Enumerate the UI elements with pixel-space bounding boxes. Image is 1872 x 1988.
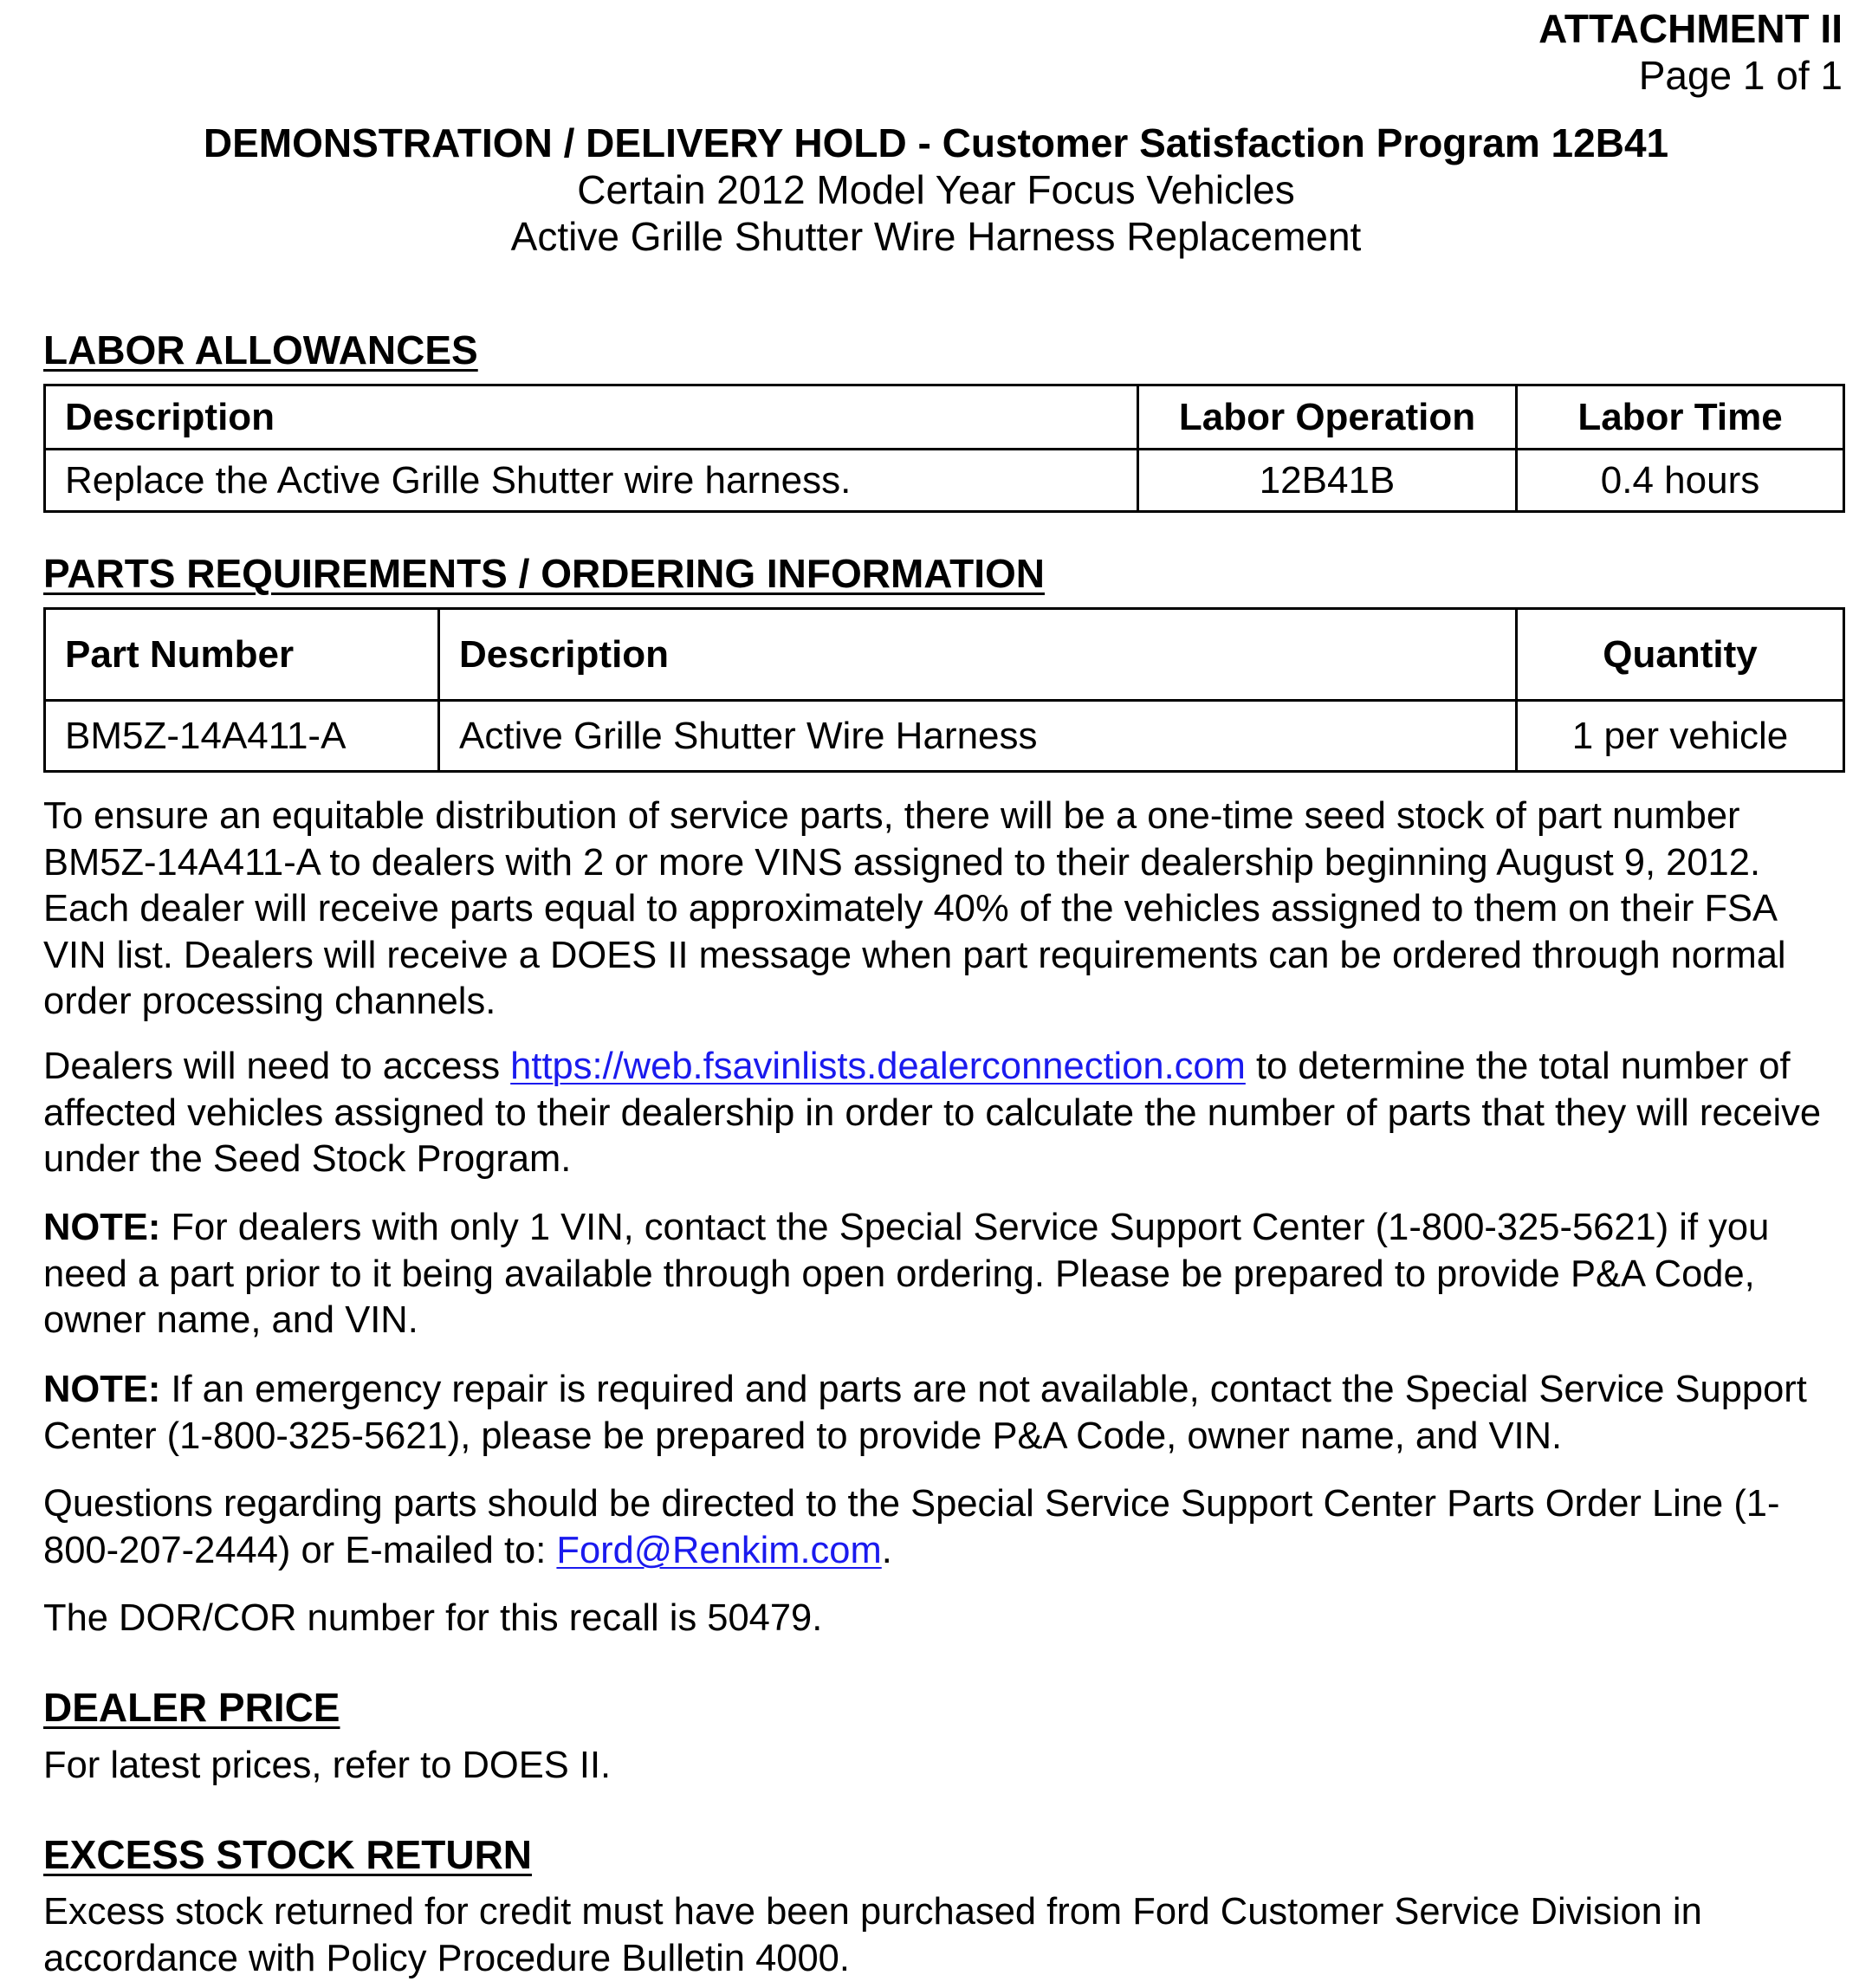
note-single-vin-text: For dealers with only 1 VIN, contact the Special Service Support Center (1-800-325-5621) if you need a part prior to it being available through open ordering. Please be prepared to provide P&A Code, owner name, and VIN. bbox=[43, 1207, 1770, 1341]
labor-time-cell: 0.4 hours bbox=[1517, 450, 1844, 512]
table-row bbox=[45, 450, 1844, 512]
dealer-price-heading: DEALER PRICE bbox=[43, 1685, 340, 1730]
document-title-block bbox=[0, 120, 1872, 260]
labor-allowances-heading: LABOR ALLOWANCES bbox=[43, 327, 478, 372]
column-header-part-number: Part Number bbox=[45, 609, 439, 701]
table-header-row bbox=[45, 385, 1844, 450]
questions-paragraph bbox=[43, 1481, 1836, 1574]
program-title: DEMONSTRATION / DELIVERY HOLD - Customer Satisfaction Program 12B41 bbox=[203, 120, 1669, 165]
column-header-description: Description bbox=[439, 609, 1517, 701]
note-label: NOTE: bbox=[43, 1369, 161, 1410]
access-paragraph bbox=[43, 1044, 1836, 1183]
note-label: NOTE: bbox=[43, 1207, 161, 1248]
note-single-vin-paragraph bbox=[43, 1205, 1836, 1344]
questions-text-after: . bbox=[881, 1529, 892, 1571]
questions-text-before: Questions regarding parts should be directed to the Special Service Support Center Parts Order Line (1-800-207-2444) or E-mailed to: bbox=[43, 1483, 1780, 1571]
labor-description-cell: Replace the Active Grille Shutter wire harness. bbox=[45, 450, 1138, 512]
email-link[interactable]: Ford@Renkim.com bbox=[556, 1529, 882, 1571]
dor-cor-paragraph: The DOR/COR number for this recall is 50479. bbox=[43, 1597, 823, 1639]
parts-requirements-table bbox=[43, 607, 1845, 773]
parts-requirements-heading: PARTS REQUIREMENTS / ORDERING INFORMATION bbox=[43, 551, 1045, 596]
labor-operation-cell: 12B41B bbox=[1138, 450, 1517, 512]
fsa-vin-lists-link[interactable]: https://web.fsavinlists.dealerconnection.com bbox=[510, 1046, 1246, 1087]
access-text-after: to determine the total number of affected vehicles assigned to their dealership in order to calculate the number of parts that they will receive under the Seed Stock Program. bbox=[43, 1046, 1822, 1180]
page-number: Page 1 of 1 bbox=[1638, 53, 1843, 98]
excess-stock-return-heading: EXCESS STOCK RETURN bbox=[43, 1832, 533, 1877]
note-emergency-text: If an emergency repair is required and parts are not available, contact the Special Service Support Center (1-800-325-5621), please be prepared to provide P&A Code, owner name, and VIN. bbox=[43, 1369, 1807, 1457]
part-number-cell: BM5Z-14A411-A bbox=[45, 701, 439, 772]
column-header-labor-time: Labor Time bbox=[1517, 385, 1844, 450]
attachment-label: ATTACHMENT II bbox=[1538, 6, 1843, 51]
column-header-quantity: Quantity bbox=[1517, 609, 1844, 701]
seed-stock-paragraph: To ensure an equitable distribution of service parts, there will be a one-time seed stock of part number BM5Z-14A411-A to dealers with 2 or more VINS assigned to their dealership beginning August 9, 2012. Each dealer will receive parts equal to approximately 40% of the vehicles assigned to them on their FSA VIN list. Dealers will receive a DOES II message when part requirements can be ordered through normal order processing channels. bbox=[43, 795, 1786, 1022]
part-quantity-cell: 1 per vehicle bbox=[1517, 701, 1844, 772]
table-header-row bbox=[45, 609, 1844, 701]
program-subtitle-vehicles: Certain 2012 Model Year Focus Vehicles bbox=[577, 167, 1295, 212]
excess-stock-return-text: Excess stock returned for credit must have been purchased from Ford Customer Service Division in accordance with Policy Procedure Bulletin 4000. bbox=[43, 1891, 1702, 1979]
part-description-cell: Active Grille Shutter Wire Harness bbox=[439, 701, 1517, 772]
note-emergency-paragraph bbox=[43, 1367, 1836, 1460]
program-subtitle-repair: Active Grille Shutter Wire Harness Replacement bbox=[510, 214, 1362, 259]
attachment-header bbox=[1538, 5, 1843, 99]
column-header-labor-operation: Labor Operation bbox=[1138, 385, 1517, 450]
table-row bbox=[45, 701, 1844, 772]
column-header-description: Description bbox=[45, 385, 1138, 450]
labor-allowances-table bbox=[43, 384, 1845, 513]
dealer-price-text: For latest prices, refer to DOES II. bbox=[43, 1745, 612, 1786]
access-text-before: Dealers will need to access bbox=[43, 1046, 511, 1087]
